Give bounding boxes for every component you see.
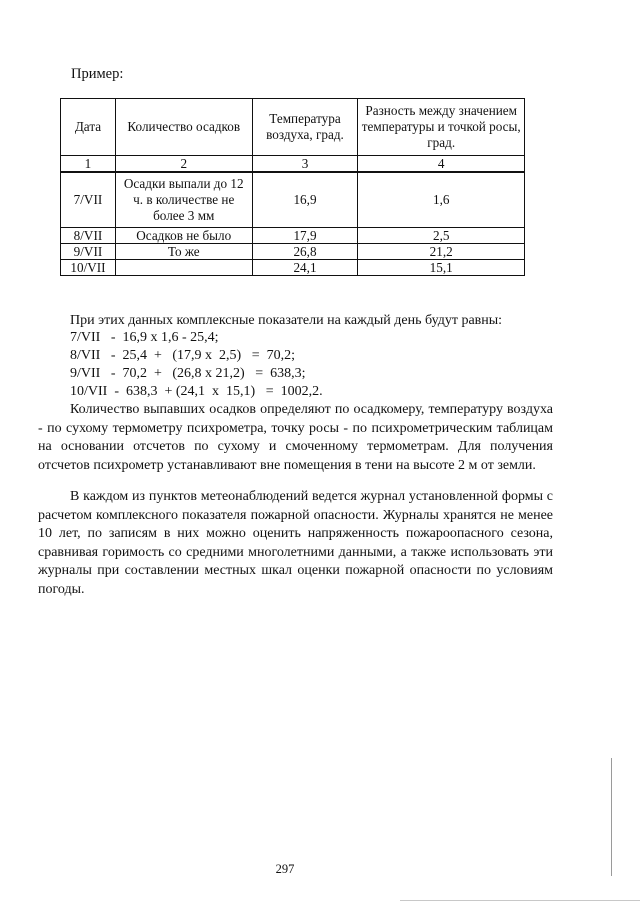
- column-number: 3: [252, 156, 358, 173]
- calculation-list: [70, 329, 323, 401]
- cell-date: 7/VII: [61, 172, 116, 228]
- paragraph-journal: В каждом из пунктов метеонаблюдений ведется журнал установленной формы с расчетом комплексного показателя пожарной опасности. Журналы хранятся не менее 10 лет, по записям в них можно оценить напряженность пожароопасного сезона, сравнивая горимость со средними многолетними данными, а также использовать эти журналы при составлении местных шкал оценки пожарной опасности по условиям погоды.: [38, 489, 553, 597]
- table-row: [61, 244, 525, 260]
- cell-precipitation: То же: [115, 244, 252, 260]
- scan-edge-line: [400, 900, 640, 901]
- table-row: [61, 260, 525, 276]
- page-number: 297: [275, 862, 295, 876]
- cell-difference: 15,1: [358, 260, 525, 276]
- column-number: 1: [61, 156, 116, 173]
- paragraph-measurement: Количество выпавших осадков определяют по осадкомеру, температуру воздуха - по сухому термометру психрометра, точку росы - по психрометрическим таблицам на основании отсчетов по сухому и смоченному термометрам. Для получения отсчетов психрометр устанавливают вне помещения в тени на высоте 2 м от земли.: [38, 402, 553, 473]
- cell-date: 10/VII: [61, 260, 116, 276]
- calculation-line: 10/VII - 638,3 + (24,1 х 15,1) = 1002,2.: [70, 384, 323, 399]
- cell-difference: 21,2: [358, 244, 525, 260]
- cell-precipitation: Осадков не было: [115, 228, 252, 244]
- fire-danger-table: [60, 98, 525, 276]
- header-air-temperature: Температура воздуха, град.: [252, 99, 358, 156]
- calculation-line: 7/VII - 16,9 х 1,6 - 25,4;: [70, 330, 219, 345]
- header-precipitation: Количество осадков: [115, 99, 252, 156]
- cell-temperature: 26,8: [252, 244, 358, 260]
- table-row: [61, 228, 525, 244]
- intro-text: При этих данных комплексные показатели на каждый день будут равны:: [70, 313, 503, 328]
- column-number-row: [61, 156, 525, 173]
- cell-difference: 2,5: [358, 228, 525, 244]
- cell-date: 9/VII: [61, 244, 116, 260]
- scan-edge-line: [611, 758, 612, 876]
- table-header-row: [61, 99, 525, 156]
- cell-date: 8/VII: [61, 228, 116, 244]
- column-number: 2: [115, 156, 252, 173]
- cell-precipitation: [115, 260, 252, 276]
- calculation-line: 8/VII - 25,4 + (17,9 х 2,5) = 70,2;: [70, 348, 295, 363]
- page-heading: Пример:: [71, 66, 124, 82]
- cell-difference: 1,6: [358, 172, 525, 228]
- header-date: Дата: [61, 99, 116, 156]
- table-row: [61, 172, 525, 228]
- calculation-line: 9/VII - 70,2 + (26,8 х 21,2) = 638,3;: [70, 366, 306, 381]
- cell-temperature: 17,9: [252, 228, 358, 244]
- column-number: 4: [358, 156, 525, 173]
- cell-precipitation: Осадки выпали до 12 ч. в количестве не более 3 мм: [115, 172, 252, 228]
- cell-temperature: 16,9: [252, 172, 358, 228]
- cell-temperature: 24,1: [252, 260, 358, 276]
- header-dew-point-difference: Разность между значением температуры и точкой росы, град.: [358, 99, 525, 156]
